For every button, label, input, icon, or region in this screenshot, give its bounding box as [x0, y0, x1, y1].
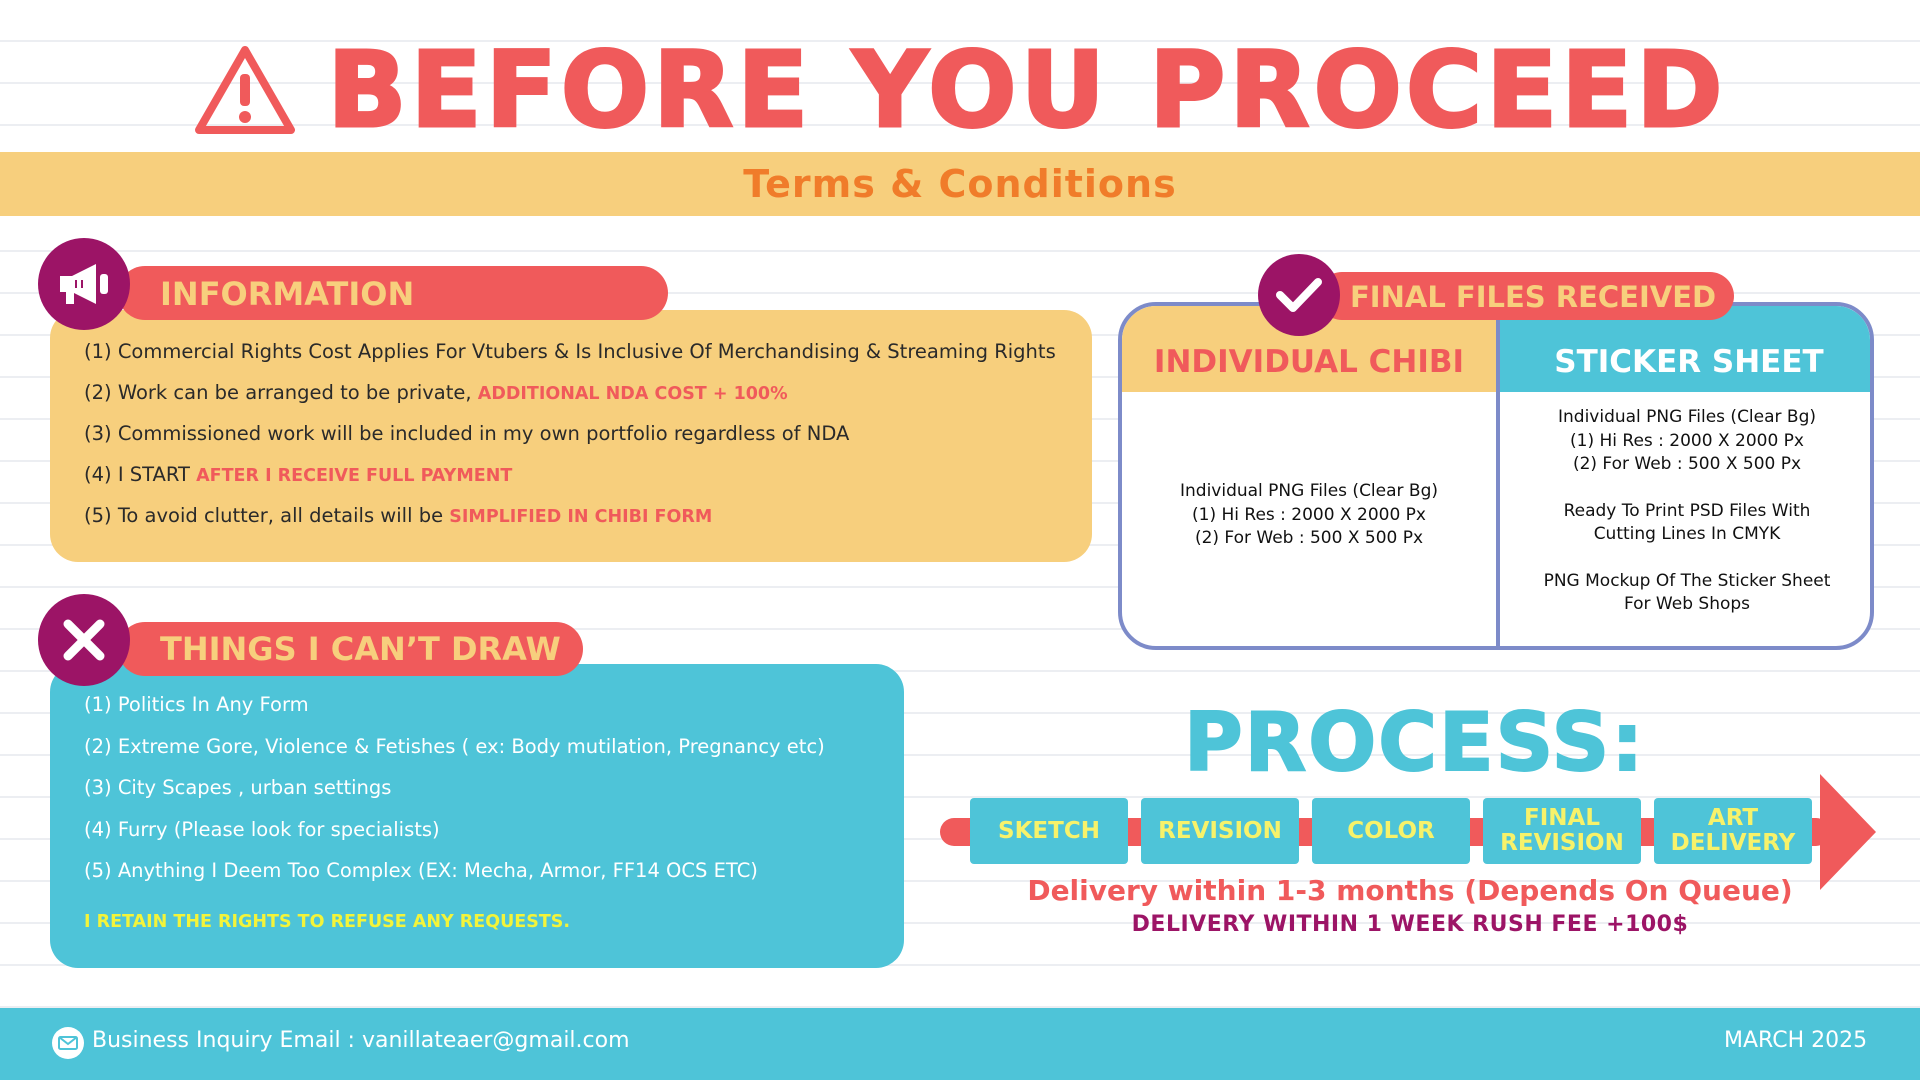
information-item: (1) Commercial Rights Cost Applies For Vtubers & Is Inclusive Of Merchandising & Streaming Rights — [84, 340, 1056, 363]
check-icon — [1258, 254, 1340, 336]
file-line: Ready To Print PSD Files With — [1563, 500, 1811, 521]
page-title: BEFORE YOU PROCEED — [327, 29, 1727, 151]
process-step-revision: REVISION — [1141, 798, 1299, 864]
cant-draw-item: (3) City Scapes , urban settings — [84, 776, 392, 799]
file-line: (2) For Web : 500 X 500 Px — [1572, 454, 1802, 474]
process-arrow-head — [1820, 774, 1876, 890]
megaphone-icon — [38, 238, 130, 330]
business-email: Business Inquiry Email : vanillateaer@gmail.com — [92, 1028, 630, 1053]
file-line-spacer — [1500, 477, 1874, 500]
cant-draw-item: (4) Furry (Please look for specialists) — [84, 817, 440, 841]
process-title: PROCESS: — [1184, 696, 1646, 789]
refuse-rights-note: I RETAIN THE RIGHTS TO REFUSE ANY REQUESTS. — [84, 912, 571, 932]
cant-draw-item: (2) Extreme Gore, Violence & Fetishes ( ex: Body mutilation, Pregnancy etc) — [84, 734, 825, 758]
cant-draw-heading: THINGS I CAN’T DRAW — [160, 630, 561, 668]
close-icon — [38, 594, 130, 686]
file-line: Cutting Lines In CMYK — [1593, 524, 1781, 544]
individual-chibi-details — [1122, 480, 1496, 551]
title-row — [0, 30, 1920, 150]
sticker-sheet-details — [1500, 406, 1874, 617]
mail-icon — [52, 1027, 84, 1059]
rush-fee-text: DELIVERY WITHIN 1 WEEK RUSH FEE +100$ — [1131, 912, 1689, 937]
individual-chibi-title: INDIVIDUAL CHIBI — [1153, 344, 1465, 380]
file-line: (1) Hi Res : 2000 X 2000 Px — [1570, 430, 1804, 451]
process-step-color: COLOR — [1312, 798, 1470, 864]
process-step-art-delivery: ART DELIVERY — [1654, 798, 1812, 864]
delivery-time-text: Delivery within 1-3 months (Depends On Queue) — [1027, 874, 1793, 907]
cant-draw-item: (5) Anything I Deem Too Complex (EX: Mecha, Armor, FF14 OCS ETC) — [84, 859, 758, 882]
information-item: (4) I START AFTER I RECEIVE FULL PAYMENT — [84, 463, 513, 486]
cant-draw-list — [84, 693, 884, 901]
sticker-sheet-title: STICKER SHEET — [1554, 344, 1824, 380]
information-item: (5) To avoid clutter, all details will be SIMPLIFIED IN CHIBI FORM — [84, 504, 713, 527]
file-line: PNG Mockup Of The Sticker Sheet — [1543, 570, 1831, 591]
process-step-sketch: SKETCH — [970, 798, 1128, 864]
information-item: (2) Work can be arranged to be private, ADDITIONAL NDA COST + 100% — [84, 381, 788, 404]
file-line: Individual PNG Files (Clear Bg) — [1179, 481, 1439, 501]
information-item: (3) Commissioned work will be included in my own portfolio regardless of NDA — [84, 422, 850, 445]
file-line: For Web Shops — [1623, 594, 1751, 614]
file-line: (2) For Web : 500 X 500 Px — [1194, 528, 1424, 548]
page-subtitle: Terms & Conditions — [743, 162, 1177, 206]
date-label: MARCH 2025 — [1724, 1028, 1868, 1053]
cant-draw-item: (1) Politics In Any Form — [84, 693, 309, 716]
process-step-final-revision: FINAL REVISION — [1483, 798, 1641, 864]
file-line-spacer — [1500, 547, 1874, 570]
file-line: Individual PNG Files (Clear Bg) — [1557, 407, 1817, 427]
subtitle-band — [0, 152, 1920, 216]
final-files-table — [1118, 302, 1874, 650]
information-list — [84, 340, 1084, 545]
information-heading: INFORMATION — [160, 275, 415, 313]
file-line: (1) Hi Res : 2000 X 2000 Px — [1192, 504, 1426, 525]
final-files-heading: FINAL FILES RECEIVED — [1350, 280, 1717, 314]
warning-icon — [193, 44, 297, 136]
